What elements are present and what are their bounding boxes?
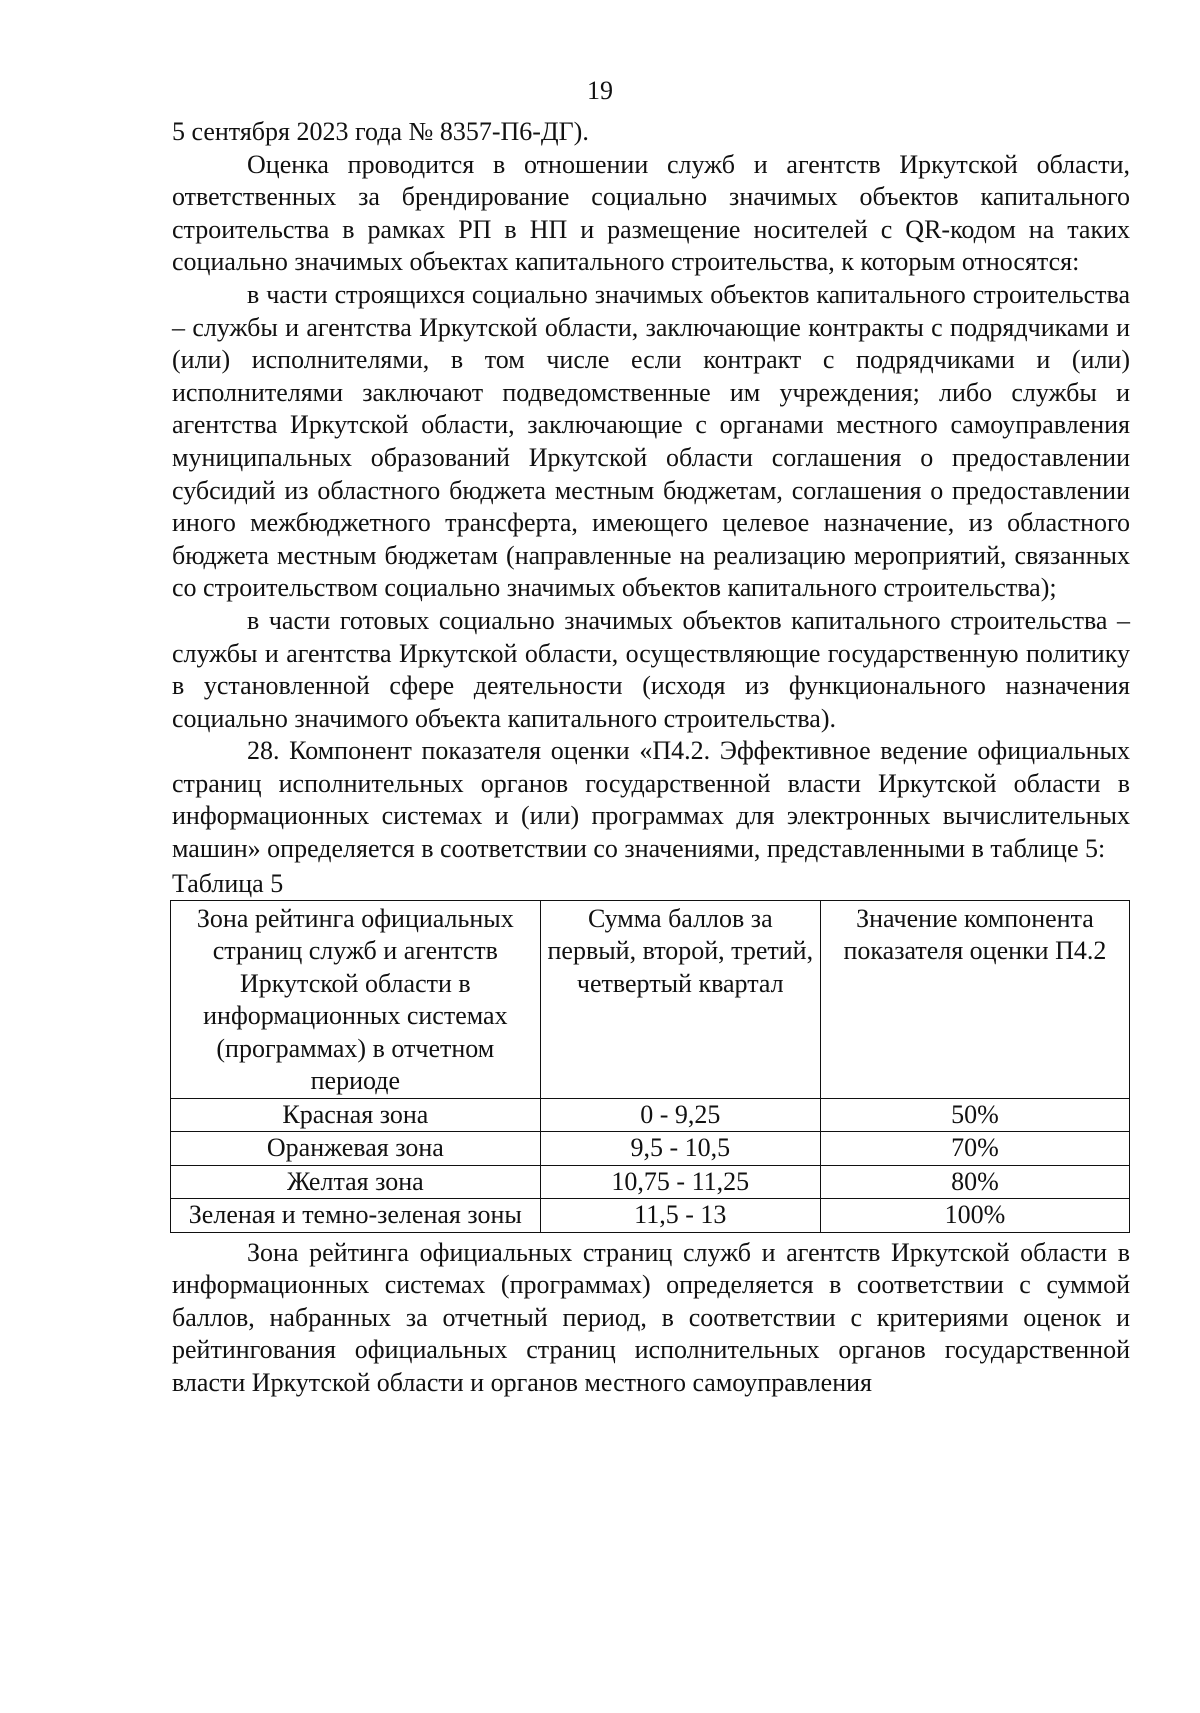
paragraph-assessment-scope: Оценка проводится в отношении служб и агентств Иркутской области, ответственных за брендирование социально значимых объектов капитального строительства в рамках РП в НП и размещение носителей с QR-кодом на таких социально значимых объектах капитального строительства, к которым относятся: [172,149,1130,277]
paragraph-continuation: 5 сентября 2023 года № 8357-П6-ДГ). [172,117,589,146]
cell-score: 10,75 - 11,25 [540,1165,820,1199]
table-row [171,1199,1130,1233]
header-component-value: Значение компонента показателя оценки П4.2 [820,900,1129,1098]
paragraph-under-construction: в части строящихся социально значимых объектов капитального строительства – службы и агентства Иркутской области, заключающие контракты с подрядчиками и (или) исполнителями, в том числе если контракт с подрядчиками и (или) исполнителями заключают подведомственные им учреждения; либо службы и агентства Иркутской области, заключающие с органами местного самоуправления муниципальных образований Иркутской области соглашения о предоставлении субсидий из областного бюджета местным бюджетам, соглашения о предоставлении иного межбюджетного трансферта, имеющего целевое назначение, из областного бюджета местным бюджетам (направленные на реализацию мероприятий, связанных со строительством социально значимых объектов капитального строительства); [172,279,1130,603]
header-score-sum: Сумма баллов за первый, второй, третий, четвертый квартал [540,900,820,1098]
cell-value: 80% [820,1165,1129,1199]
header-zone: Зона рейтинга официальных страниц служб и агентств Иркутской области в информационных системах (программах) в отчетном периоде [171,900,541,1098]
cell-zone: Желтая зона [171,1165,541,1199]
paragraph-item-28: 28. Компонент показателя оценки «П4.2. Эффективное ведение официальных страниц исполнительных органов государственной власти Иркутской области в информационных системах и (или) программах для электронных вычислительных машин» определяется в соответствии со значениями, представленными в таблице 5: [172,736,1130,864]
table-row [171,1098,1130,1132]
page-number: 19 [587,76,613,105]
paragraph-zone-determination: Зона рейтинга официальных страниц служб и агентств Иркутской области в информационных системах (программах) определяется в соответствии с суммой баллов, набранных за отчетный период, в соответствии с критериями оценок и рейтингования официальных страниц исполнительных органов государственной власти Иркутской области и органов местного самоуправления [172,1237,1130,1398]
paragraph-completed-objects: в части готовых социально значимых объектов капитального строительства – службы и агентства Иркутской области, осуществляющие государственную политику в установленной сфере деятельности (исходя из функционального назначения социально значимого объекта капитального строительства). [172,605,1130,733]
cell-zone: Зеленая и темно-зеленая зоны [171,1199,541,1233]
cell-score: 0 - 9,25 [540,1098,820,1132]
cell-score: 11,5 - 13 [540,1199,820,1233]
table-caption: Таблица 5 [172,868,284,898]
cell-value: 70% [820,1132,1129,1166]
cell-score: 9,5 - 10,5 [540,1132,820,1166]
table-row [171,1132,1130,1166]
rating-zones-table [170,900,1130,1233]
cell-value: 50% [820,1098,1129,1132]
cell-zone: Красная зона [171,1098,541,1132]
cell-zone: Оранжевая зона [171,1132,541,1166]
cell-value: 100% [820,1199,1129,1233]
table-row [171,1165,1130,1199]
document-body [172,116,1130,1400]
table-header-row [171,900,1130,1098]
